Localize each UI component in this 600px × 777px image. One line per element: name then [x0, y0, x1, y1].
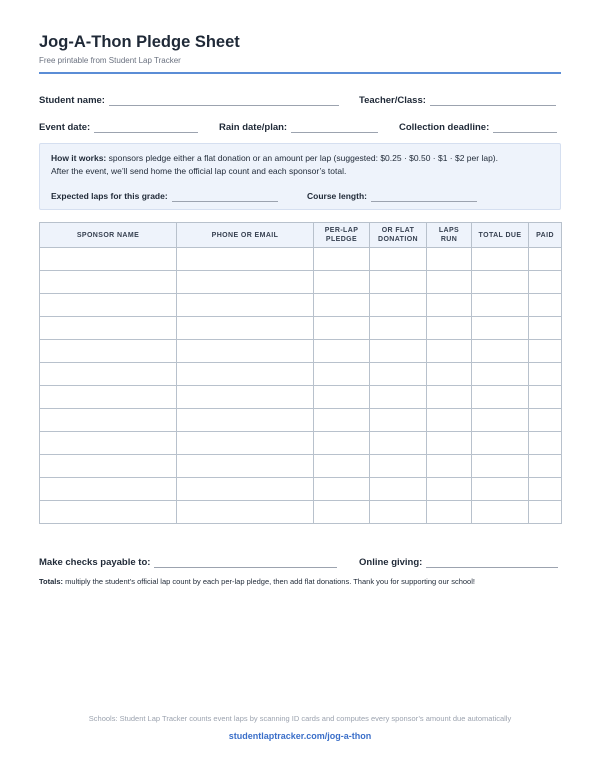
checks-payable-line[interactable] [154, 557, 337, 568]
table-row [40, 248, 562, 271]
header-per-lap-pledge: PER-LAP PLEDGE [314, 223, 370, 248]
cell-total-due[interactable] [472, 478, 529, 501]
payment-row [39, 554, 561, 570]
after-event-text: After the event, we’ll send home the official lap count and each sponsor’s total. [51, 166, 347, 176]
cell-phone-email[interactable] [177, 340, 314, 363]
how-it-works-body: sponsors pledge either a flat donation or an amount per lap (suggested: $0.25 · $0.50 · $1 · $2 per lap). [106, 153, 498, 163]
cell-per-lap[interactable] [314, 409, 370, 432]
cell-phone-email[interactable] [177, 501, 314, 524]
cell-sponsor-name[interactable] [40, 501, 177, 524]
cell-phone-email[interactable] [177, 248, 314, 271]
how-it-works-label: How it works: [51, 153, 107, 163]
table-header-row [40, 223, 562, 248]
table-row [40, 271, 562, 294]
footer-link[interactable]: studentlaptracker.com/jog-a-thon [228, 731, 372, 741]
cell-paid[interactable] [529, 432, 562, 455]
checks-payable-field [39, 554, 337, 568]
cell-laps-run[interactable] [427, 294, 472, 317]
cell-laps-run[interactable] [427, 432, 472, 455]
cell-paid[interactable] [529, 271, 562, 294]
teacher-class-label: Teacher/Class: [359, 95, 426, 106]
online-giving-label: Online giving: [359, 557, 423, 568]
checks-payable-label: Make checks payable to: [39, 557, 151, 568]
cell-paid[interactable] [529, 317, 562, 340]
cell-total-due[interactable] [472, 501, 529, 524]
cell-laps-run[interactable] [427, 340, 472, 363]
cell-phone-email[interactable] [177, 271, 314, 294]
cell-flat-donation[interactable] [370, 248, 427, 271]
student-name-field [39, 92, 339, 106]
table-row [40, 409, 562, 432]
collection-deadline-line[interactable] [493, 122, 557, 133]
totals-label: Totals: [39, 577, 64, 586]
cell-flat-donation[interactable] [370, 271, 427, 294]
event-date-label: Event date: [39, 122, 91, 133]
cell-per-lap[interactable] [314, 386, 370, 409]
teacher-class-field [359, 92, 556, 106]
cell-flat-donation[interactable] [370, 340, 427, 363]
pledge-table-body [40, 248, 562, 524]
expected-laps-field [51, 188, 278, 202]
student-row [39, 92, 561, 108]
table-row [40, 386, 562, 409]
cell-laps-run[interactable] [427, 478, 472, 501]
expected-laps-label: Expected laps for this grade: [51, 191, 168, 201]
student-name-label: Student name: [39, 95, 105, 106]
cell-paid[interactable] [529, 340, 562, 363]
cell-per-lap[interactable] [314, 317, 370, 340]
cell-per-lap[interactable] [314, 248, 370, 271]
table-row [40, 363, 562, 386]
cell-paid[interactable] [529, 501, 562, 524]
cell-flat-donation[interactable] [370, 363, 427, 386]
cell-flat-donation[interactable] [370, 409, 427, 432]
student-name-line[interactable] [109, 95, 339, 106]
cell-per-lap[interactable] [314, 455, 370, 478]
cell-sponsor-name[interactable] [40, 363, 177, 386]
table-row [40, 455, 562, 478]
header-phone-email: PHONE OR EMAIL [177, 223, 314, 248]
cell-paid[interactable] [529, 294, 562, 317]
cell-total-due[interactable] [472, 386, 529, 409]
page-subtitle: Free printable from Student Lap Tracker [39, 56, 181, 65]
cell-flat-donation[interactable] [370, 501, 427, 524]
header-rule [39, 72, 561, 74]
footer-note: Schools: Student Lap Tracker counts event laps by scanning ID cards and computes every sponsor’s amount due automatically [88, 714, 512, 723]
cell-per-lap[interactable] [314, 271, 370, 294]
cell-phone-email[interactable] [177, 455, 314, 478]
cell-laps-run[interactable] [427, 248, 472, 271]
cell-total-due[interactable] [472, 455, 529, 478]
table-row [40, 294, 562, 317]
cell-sponsor-name[interactable] [40, 340, 177, 363]
cell-total-due[interactable] [472, 409, 529, 432]
cell-total-due[interactable] [472, 317, 529, 340]
cell-per-lap[interactable] [314, 363, 370, 386]
header-total-due: TOTAL DUE [472, 223, 529, 248]
cell-paid[interactable] [529, 386, 562, 409]
cell-sponsor-name[interactable] [40, 455, 177, 478]
cell-laps-run[interactable] [427, 501, 472, 524]
table-row [40, 478, 562, 501]
cell-sponsor-name[interactable] [40, 409, 177, 432]
cell-phone-email[interactable] [177, 432, 314, 455]
cell-flat-donation[interactable] [370, 386, 427, 409]
rain-date-field [219, 119, 378, 133]
course-length-label: Course length: [307, 191, 367, 201]
cell-per-lap[interactable] [314, 501, 370, 524]
cell-paid[interactable] [529, 478, 562, 501]
collection-deadline-label: Collection deadline: [399, 122, 490, 133]
cell-total-due[interactable] [472, 432, 529, 455]
how-it-works-box [39, 143, 561, 210]
table-row [40, 340, 562, 363]
rain-date-label: Rain date/plan: [219, 122, 288, 133]
cell-paid[interactable] [529, 248, 562, 271]
cell-phone-email[interactable] [177, 409, 314, 432]
cell-sponsor-name[interactable] [40, 478, 177, 501]
cell-total-due[interactable] [472, 248, 529, 271]
cell-laps-run[interactable] [427, 317, 472, 340]
event-date-field [39, 119, 198, 133]
cell-flat-donation[interactable] [370, 455, 427, 478]
header-flat-donation: OR FLAT DONATION [370, 223, 427, 248]
table-row [40, 432, 562, 455]
cell-sponsor-name[interactable] [40, 248, 177, 271]
header-sponsor-name: SPONSOR NAME [40, 223, 177, 248]
cell-phone-email[interactable] [177, 363, 314, 386]
cell-sponsor-name[interactable] [40, 294, 177, 317]
cell-per-lap[interactable] [314, 294, 370, 317]
cell-per-lap[interactable] [314, 478, 370, 501]
cell-paid[interactable] [529, 455, 562, 478]
cell-laps-run[interactable] [427, 409, 472, 432]
cell-sponsor-name[interactable] [40, 317, 177, 340]
cell-laps-run[interactable] [427, 386, 472, 409]
cell-paid[interactable] [529, 363, 562, 386]
cell-phone-email[interactable] [177, 294, 314, 317]
course-length-line[interactable] [371, 191, 477, 202]
totals-text: multiply the student’s official lap count by each per-lap pledge, then add flat donations. Thank you for supporting our school! [63, 577, 475, 586]
page-title: Jog-A-Thon Pledge Sheet [39, 33, 240, 51]
cell-per-lap[interactable] [314, 340, 370, 363]
teacher-class-line[interactable] [430, 95, 556, 106]
online-giving-field [359, 554, 558, 568]
cell-phone-email[interactable] [177, 317, 314, 340]
collection-deadline-field [399, 119, 557, 133]
cell-total-due[interactable] [472, 363, 529, 386]
header-laps-run: LAPS RUN [427, 223, 472, 248]
cell-flat-donation[interactable] [370, 317, 427, 340]
cell-total-due[interactable] [472, 294, 529, 317]
cell-laps-run[interactable] [427, 363, 472, 386]
event-date-line[interactable] [94, 122, 198, 133]
header-paid: PAID [529, 223, 562, 248]
how-it-works-text [51, 153, 498, 163]
table-row [40, 501, 562, 524]
table-row [40, 317, 562, 340]
dates-row [39, 119, 561, 135]
cell-sponsor-name[interactable] [40, 271, 177, 294]
cell-total-due[interactable] [472, 340, 529, 363]
cell-flat-donation[interactable] [370, 294, 427, 317]
cell-sponsor-name[interactable] [40, 386, 177, 409]
online-giving-line[interactable] [426, 557, 558, 568]
cell-flat-donation[interactable] [370, 478, 427, 501]
cell-phone-email[interactable] [177, 478, 314, 501]
course-length-field [307, 188, 477, 202]
cell-laps-run[interactable] [427, 271, 472, 294]
expected-laps-line[interactable] [172, 191, 278, 202]
cell-laps-run[interactable] [427, 455, 472, 478]
cell-phone-email[interactable] [177, 386, 314, 409]
cell-per-lap[interactable] [314, 432, 370, 455]
rain-date-line[interactable] [291, 122, 378, 133]
cell-flat-donation[interactable] [370, 432, 427, 455]
cell-sponsor-name[interactable] [40, 432, 177, 455]
cell-total-due[interactable] [472, 271, 529, 294]
pledge-table [39, 222, 562, 524]
totals-note [39, 577, 475, 586]
cell-paid[interactable] [529, 409, 562, 432]
